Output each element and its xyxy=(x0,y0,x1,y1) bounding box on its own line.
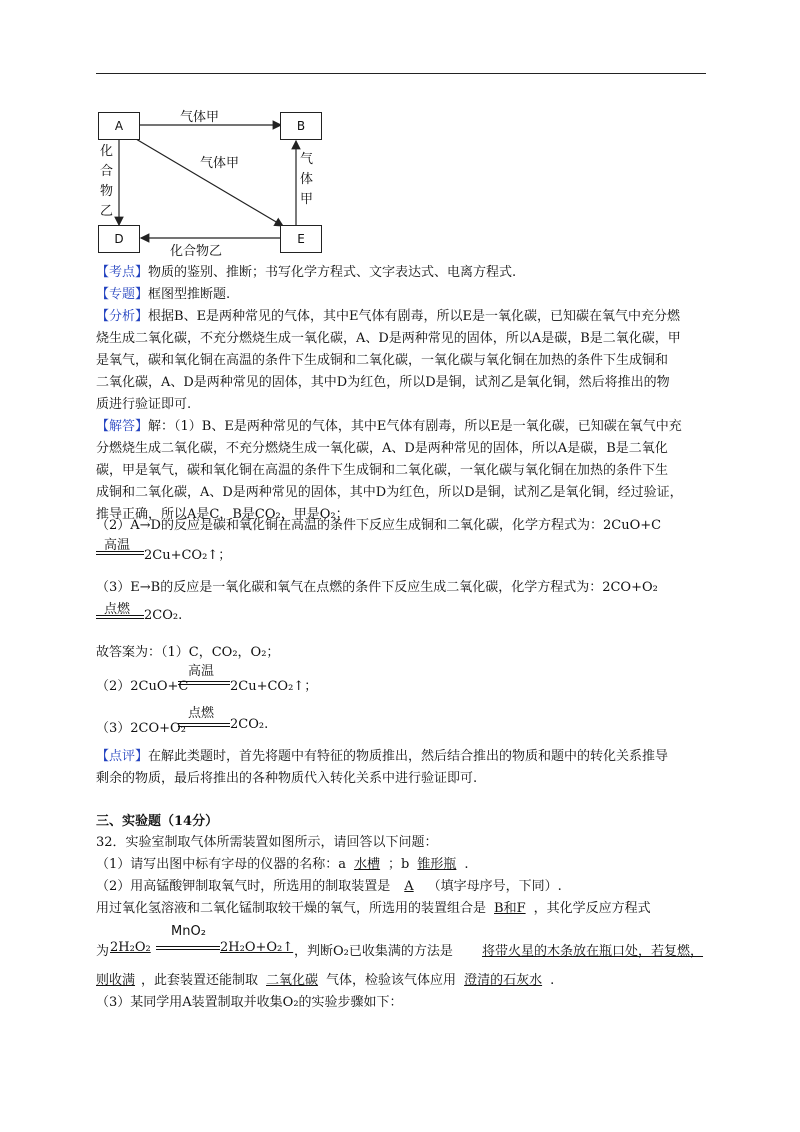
fenxi-line-3: 是氧气，碳和氧化铜在高温的条件下生成铜和二氧化碳，一氧化碳与氧化铜在加热的条件下生成铜和 xyxy=(96,353,669,368)
jieda-line-5: 推导正确，所以A是C，B是CO₂，甲是O₂； xyxy=(96,507,349,522)
label-bottom: 化合物乙 xyxy=(170,244,223,259)
node-e: E xyxy=(280,225,322,253)
q32-part2-c: 则收满 ，此套装置还能制取 二氧化碳 气体，检验该气体应用 澄清的石灰水 . xyxy=(96,973,555,988)
jieda-q2: （2）A→D的反应是碳和氧化铜在高温的条件下反应生成铜和二氧化碳，化学方程式为：2CuO+C xyxy=(96,518,662,533)
kaodian-line: 【考点】物质的鉴别、推断；书写化学方程式、文字表达式、电离方程式. xyxy=(96,265,517,280)
zhuanti-line: 【专题】框图型推断题. xyxy=(96,287,231,302)
fenxi-line-4: 二氧化碳，A、D是两种常见的固体，其中D为红色，所以D是铜，试剂乙是氧化铜，然后将推出的物 xyxy=(96,375,670,390)
q32-part3: （3）某同学用A装置制取并收集O₂的实验步骤如下： xyxy=(96,995,403,1010)
label-top: 气体甲 xyxy=(180,110,220,125)
answer-line-1: 故答案为：（1）C，CO₂，O₂； xyxy=(96,645,280,660)
node-d: D xyxy=(98,225,140,253)
section-heading: 三、实验题（14分） xyxy=(96,814,219,829)
q32-stem: 32．实验室制取气体所需装置如图所示，请回答以下问题： xyxy=(96,835,438,850)
dianping-line-2: 剩余的物质，最后将推出的各种物质代入转化关系中进行验证即可. xyxy=(96,771,478,786)
node-b: B xyxy=(280,112,322,140)
label-right: 气 体 甲 xyxy=(300,152,314,207)
jieda-line-3: 碳，甲是氧气，碳和氧化铜在高温的条件下生成铜和二氧化碳，一氧化碳与氧化铜在加热的条件下生 xyxy=(96,463,669,478)
node-a: A xyxy=(98,112,140,140)
label-left: 化 合 物 乙 xyxy=(100,144,114,219)
q32-part2: （2）用高锰酸钾制取氧气时，所选用的制取装置是 A （填字母序号，下同）. xyxy=(96,879,562,894)
jieda-q3: （3）E→B的反应是一氧化碳和氧气在点燃的条件下反应生成二氧化碳，化学方程式为：2CO+O₂ xyxy=(96,580,658,595)
jieda-line-1: 【解答】解：（1）B、E是两种常见的气体，其中E气体有剧毒，所以E是一氧化碳，已知碳在氧气中充 xyxy=(96,419,682,434)
q32-full-method: 将带火星的木条放在瓶口处，若复燃， xyxy=(482,944,704,959)
q32-eq-rhs: 2H₂O+O₂↑ xyxy=(220,940,294,955)
fenxi-line-1: 【分析】根据B、E是两种常见的气体，其中E气体有剧毒，所以E是一氧化碳，已知碳在氧气中充分燃 xyxy=(96,309,681,324)
q32-part2-b: 用过氧化氢溶液和二氧化锰制取较干燥的氧气，所选用的装置组合是 B和F ，其化学反应方程式 xyxy=(96,901,651,916)
jieda-line-4: 成铜和二氧化碳，A、D是两种常见的固体，其中D为红色，所以D是铜，试剂乙是氧化铜，经过验证， xyxy=(96,485,683,500)
dianping-line-1: 【点评】在解此类题时，首先将题中有特征的物质推出，然后结合推出的物质和题中的转化关系推导 xyxy=(96,749,669,764)
q32-eq-lhs: 2H₂O₂ xyxy=(110,940,151,955)
q32-part1: （1）请写出图中标有字母的仪器的名称：a 水槽 ；b 锥形瓶 . xyxy=(96,857,469,872)
jieda-line-2: 分燃烧生成二氧化碳，不充分燃烧生成一氧化碳，A、D是两种常见的固体，所以A是碳，B是二氧化 xyxy=(96,441,668,456)
fenxi-line-2: 烧生成二氧化碳，不充分燃烧生成一氧化碳，A、D是两种常见的固体，所以A是碳，B是二氧化碳，甲 xyxy=(96,331,681,346)
label-diagonal: 气体甲 xyxy=(200,156,240,171)
fenxi-line-5: 质进行验证即可. xyxy=(96,397,192,412)
